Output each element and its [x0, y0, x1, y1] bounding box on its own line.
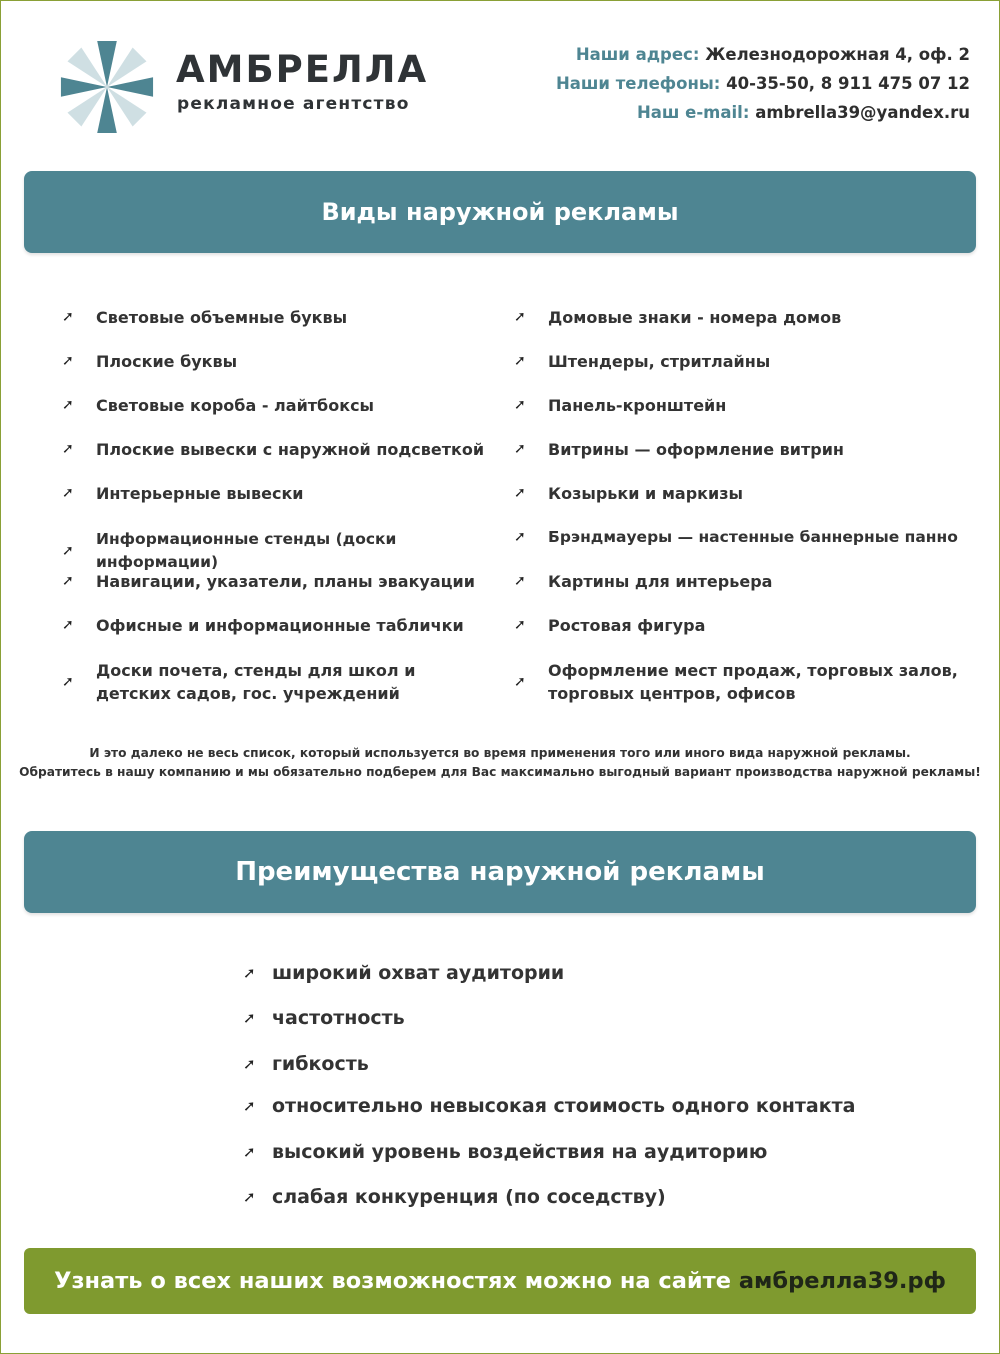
brand-name: АМБРЕЛЛА	[176, 48, 429, 91]
list-item: ➚ Витрины — оформление витрин	[514, 440, 844, 459]
list-item: ➚ Офисные и информационные таблички	[62, 616, 464, 635]
phones-value: 40-35-50, 8 911 475 07 12	[726, 74, 970, 93]
list-item: ➚ гибкость	[243, 1053, 369, 1075]
note-line-2: Обратитесь в нашу компанию и мы обязательно подберем для Вас максимально выгодный вариант производства наружной рекламы!	[19, 765, 981, 779]
arrow-up-right-icon: ➚	[62, 573, 74, 589]
email-link[interactable]: ambrella39@yandex.ru	[755, 103, 970, 122]
contacts-block	[556, 40, 970, 127]
list-item: ➚ Картины для интерьера	[514, 572, 773, 591]
arrow-up-right-icon: ➚	[243, 1097, 256, 1115]
arrow-up-right-icon: ➚	[62, 485, 74, 501]
footer-text: Узнать о всех наших возможностях можно на сайте	[54, 1268, 731, 1294]
website-link[interactable]: амбрелла39.рф	[738, 1268, 946, 1294]
arrow-up-right-icon: ➚	[514, 397, 526, 413]
address-value: Железнодорожная 4, оф. 2	[705, 45, 970, 64]
arrow-up-right-icon: ➚	[243, 964, 256, 982]
arrow-up-right-icon: ➚	[62, 353, 74, 369]
email-label: Наш e-mail:	[636, 103, 750, 122]
section-title-advantages: Преимущества наружной рекламы	[24, 831, 976, 913]
address-line	[556, 40, 970, 69]
arrow-up-right-icon: ➚	[62, 542, 74, 559]
phones-label: Наши телефоны:	[555, 74, 721, 93]
list-item: ➚ Брэндмауеры — настенные баннерные панно	[514, 526, 958, 549]
list-item: ➚ Ростовая фигура	[514, 616, 706, 635]
arrow-up-right-icon: ➚	[514, 573, 526, 589]
list-item: ➚ Оформление мест продаж, торговых залов, торговых центров, офисов	[514, 661, 958, 703]
section-title-ad-types: Виды наружной рекламы	[24, 171, 976, 253]
list-item: ➚ Штендеры, стритлайны	[514, 352, 771, 371]
arrow-up-right-icon: ➚	[243, 1143, 256, 1161]
ad-types-note	[0, 744, 1000, 782]
list-item: ➚ высокий уровень воздействия на аудиторию	[243, 1141, 768, 1163]
list-item: ➚ Световые объемные буквы	[62, 308, 348, 327]
arrow-up-right-icon: ➚	[514, 309, 526, 325]
list-item: ➚ Плоские вывески с наружной подсветкой	[62, 440, 485, 459]
arrow-up-right-icon: ➚	[514, 441, 526, 457]
list-item: ➚ Плоские буквы	[62, 352, 238, 371]
arrow-up-right-icon: ➚	[514, 529, 526, 545]
brand-subtitle: рекламное агентство	[177, 94, 410, 114]
address-label: Наши адрес:	[575, 45, 700, 64]
email-line	[556, 98, 970, 127]
arrow-up-right-icon: ➚	[243, 1009, 256, 1027]
arrow-up-right-icon: ➚	[62, 309, 74, 325]
arrow-up-right-icon: ➚	[62, 441, 74, 457]
list-item: ➚ широкий охват аудитории	[243, 962, 565, 984]
arrow-up-right-icon: ➚	[243, 1188, 256, 1206]
list-item: ➚ Навигации, указатели, планы эвакуации	[62, 572, 475, 591]
list-item: ➚ относительно невысокая стоимость одного контакта	[243, 1095, 856, 1117]
arrow-up-right-icon: ➚	[514, 485, 526, 501]
arrow-up-right-icon: ➚	[62, 397, 74, 413]
footer-banner	[24, 1248, 976, 1314]
list-item: ➚ частотность	[243, 1007, 405, 1029]
arrow-up-right-icon: ➚	[62, 673, 74, 690]
list-item: ➚ Козырьки и маркизы	[514, 484, 743, 503]
list-item: ➚ Информационные стенды (доски информации)	[62, 530, 397, 571]
note-line-1: И это далеко не весь список, который используется во время применения того или иного вида наружной рекламы.	[89, 746, 911, 760]
phones-line	[556, 69, 970, 98]
arrow-up-right-icon: ➚	[62, 617, 74, 633]
umbrella-logo-icon	[58, 38, 156, 136]
list-item: ➚ Домовые знаки - номера домов	[514, 308, 842, 327]
arrow-up-right-icon: ➚	[514, 353, 526, 369]
arrow-up-right-icon: ➚	[243, 1055, 256, 1073]
list-item: ➚ Интерьерные вывески	[62, 484, 304, 503]
list-item: ➚ Панель-кронштейн	[514, 396, 727, 415]
arrow-up-right-icon: ➚	[514, 673, 526, 690]
arrow-up-right-icon: ➚	[514, 617, 526, 633]
list-item: ➚ Световые короба - лайтбоксы	[62, 396, 375, 415]
list-item: ➚ слабая конкуренция (по соседству)	[243, 1186, 666, 1208]
list-item: ➚ Доски почета, стенды для школ и детских садов, гос. учреждений	[62, 661, 416, 703]
